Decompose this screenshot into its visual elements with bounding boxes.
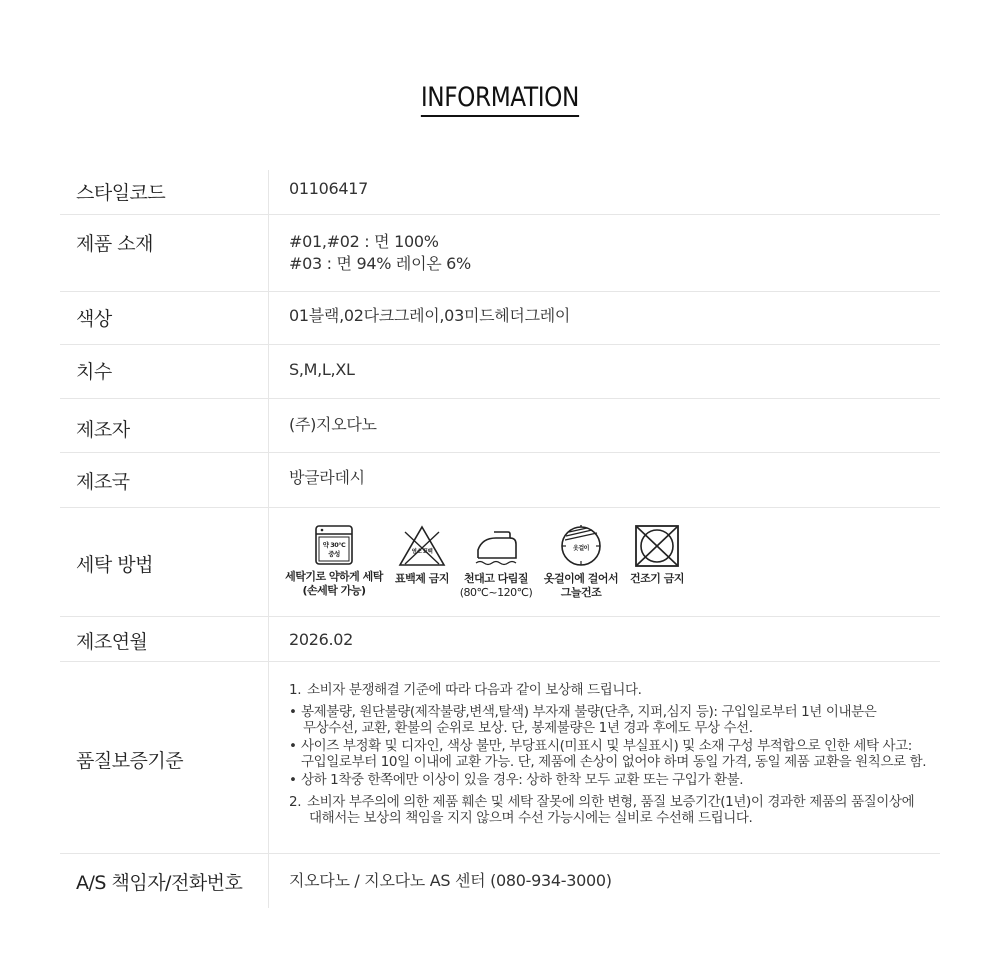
care-caption: 세탁기로 약하게 세탁 [285,570,383,583]
row-style-code [60,170,940,215]
bullet: • [289,738,297,754]
care-caption: (80℃~120℃) [459,586,533,599]
row-value: S,M,L,XL [289,360,355,379]
care-tag-text: 옷걸이 [573,545,589,552]
care-iron [454,524,538,600]
iron-icon [472,524,520,568]
row-label: A/S 책임자/전화번호 [76,872,243,894]
row-maker [60,399,940,453]
care-caption: 표백제 금지 [395,572,449,585]
row-label: 품질보증기준 [76,750,184,772]
list-item [289,738,939,770]
sub-line: 상하 1착중 한쪽에만 이상이 있을 경우: 상하 한착 모두 교환 또는 구입가 환불. [301,772,744,788]
care-tag-text: 약 30°C [322,541,346,549]
row-label: 치수 [76,361,112,383]
row-value: 01블랙,02다크그레이,03미드헤더그레이 [289,306,571,325]
hand-wash-30-icon [314,524,354,566]
care-caption: 그늘건조 [560,586,602,599]
quality-item-1 [289,682,939,698]
row-wash [60,508,940,617]
row-label: 제조연월 [76,631,148,653]
list-item [289,704,939,736]
row-label: 세탁 방법 [76,554,153,576]
care-caption: 옷걸이에 걸어서 [543,572,619,585]
list-item [289,772,939,788]
material-line: #01,#02 : 면 100% [289,232,439,251]
row-label: 스타일코드 [76,182,166,204]
page-title: INFORMATION [421,82,579,117]
care-no-tumble [624,524,690,600]
row-size [60,345,940,399]
row-label: 제조국 [76,471,130,493]
care-caption: (손세탁 가능) [302,584,366,597]
row-value: 방글라데시 [289,468,365,487]
no-tumble-dry-icon [634,524,680,568]
row-label: 색상 [76,308,112,330]
title-section [0,0,1000,117]
row-label: 제조자 [76,419,130,441]
row-quality [60,662,940,854]
care-caption: 천대고 다림질 [463,572,529,585]
care-tag-text: 염소 표백 [411,549,433,555]
bullet: • [289,704,297,720]
sub-line: 무상수선, 교환, 환불의 순위로 보상. 단, 봉제불량은 1년 경과 후에도 무상 수선. [303,720,753,736]
care-tag-text: 중성 [328,550,340,558]
material-line: #03 : 면 94% 레이온 6% [289,254,471,273]
quality-item-text: 소비자 분쟁해결 기준에 따라 다음과 같이 보상해 드립니다. [307,682,642,698]
info-table [60,170,940,912]
row-country [60,453,940,508]
quality-item-text: 대해서는 보상의 책임을 지지 않으며 수선 가능시에는 실비로 수선해 드립니다. [309,810,753,826]
row-value: 01106417 [289,179,369,198]
sub-line: 사이즈 부정확 및 디자인, 색상 불만, 부당표시(미표시 및 부실표시) 및 소재 구성 부적합으로 인한 세탁 사고: [301,738,912,754]
care-caption: 건조기 금지 [630,572,684,585]
no-bleach-icon [397,524,447,568]
care-hand-wash [278,524,390,600]
sub-line: 구입일로부터 10일 이내에 교환 가능. 단, 제품에 손상이 없어야 하며 동일 가격, 동일 제품 교환을 원칙으로 함. [301,754,927,770]
quality-text [289,682,939,832]
quality-sub-list [289,704,939,788]
row-as [60,854,940,912]
care-no-bleach [390,524,454,600]
row-label: 제품 소재 [76,233,153,255]
row-material [60,215,940,292]
hang-dry-shade-icon [557,524,605,568]
quality-item-text: 소비자 부주의에 의한 제품 훼손 및 세탁 잘못에 의한 변형, 품질 보증기간(1년)이 경과한 제품의 품질이상에 [307,794,915,810]
row-date [60,617,940,662]
row-value [289,231,471,275]
row-color [60,292,940,345]
list-number: 2. [289,794,302,810]
row-value: (주)지오다노 [289,415,377,434]
list-number: 1. [289,682,302,698]
care-symbols [278,524,690,600]
row-value: 2026.02 [289,630,354,649]
quality-item-2 [289,794,939,826]
sub-line: 봉제불량, 원단불량(제작불량,변색,탈색) 부자재 불량(단추, 지퍼,심지 등): 구입일로부터 1년 이내분은 [301,704,877,720]
bullet: • [289,772,297,788]
care-hang-dry [538,524,624,600]
row-value: 지오다노 / 지오다노 AS 센터 (080-934-3000) [289,871,612,890]
